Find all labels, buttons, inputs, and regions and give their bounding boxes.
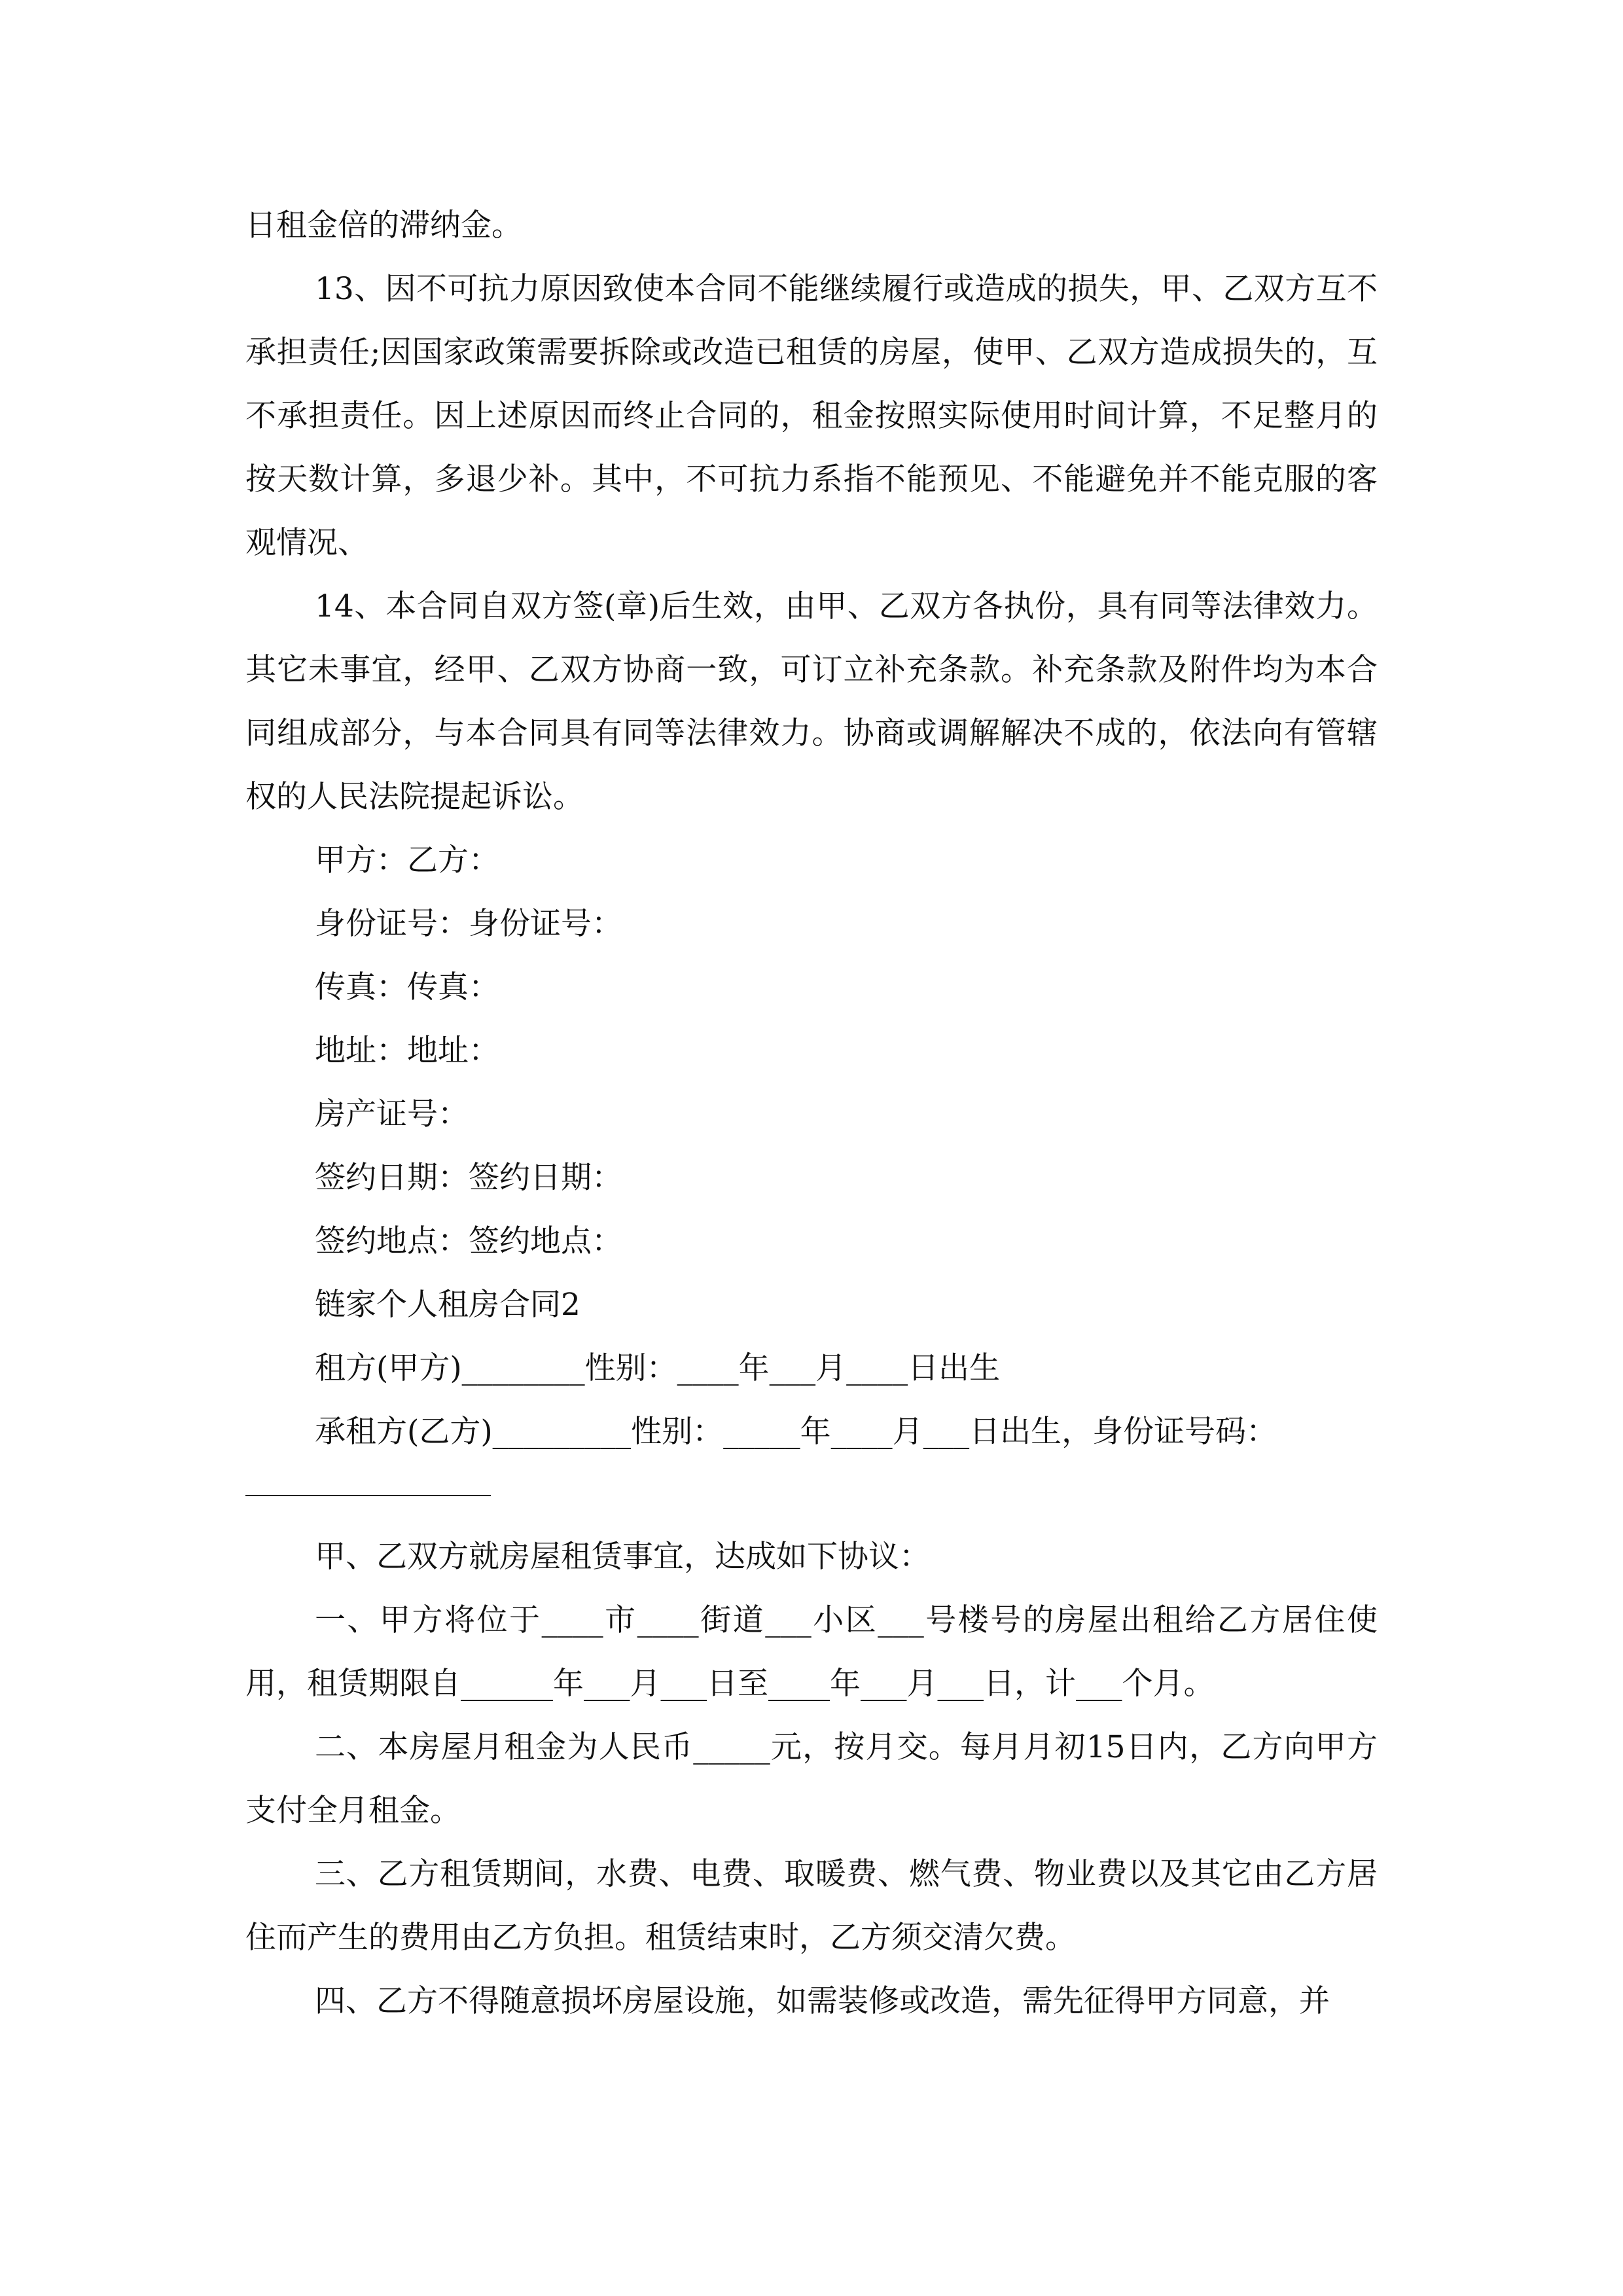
paragraph: 14、本合同自双方签(章)后生效，由甲、乙双方各执份，具有同等法律效力。其它未事宜，经甲、乙双方协商一致，可订立补充条款。补充条款及附件均为本合同组成部分，与本合同具有同等法律效力。协商或调解解决不成的，依法向有管辖权的人民法院提起诉讼。 bbox=[245, 588, 1378, 815]
signature-line: 甲方：乙方： bbox=[315, 842, 499, 878]
paragraph: 13、因不可抗力原因致使本合同不能继续履行或造成的损失，甲、乙双方互不承担责任;因国家政策需要拆除或改造已租赁的房屋，使甲、乙双方造成损失的，互不承担责任。因上述原因而终止合同的，租金按照实际使用时间计算，不足整月的按天数计算，多退少补。其中，不可抗力系指不能预见、不能避免并不能克服的客观情况、 bbox=[245, 271, 1378, 561]
signature-line: 房产证号： bbox=[315, 1096, 469, 1132]
signature-line: 身份证号：身份证号： bbox=[315, 906, 622, 942]
paragraph: 甲、乙双方就房屋租赁事宜，达成如下协议： bbox=[315, 1539, 930, 1575]
section-title: 链家个人租房合同2 bbox=[315, 1287, 580, 1323]
clause-paragraph: 一、甲方将位于____市____街道___小区___号楼号的房屋出租给乙方居住使用，租赁期限自______年___月___日至____年___月___日，计___个月。 bbox=[245, 1602, 1378, 1702]
clause-paragraph: 二、本房屋月租金为人民币_____元，按月交。每月月初15日内，乙方向甲方支付全月租金。 bbox=[245, 1729, 1378, 1829]
clause-paragraph: 三、乙方租赁期间，水费、电费、取暖费、燃气费、物业费以及其它由乙方居住而产生的费用由乙方负担。租赁结束时，乙方须交清欠费。 bbox=[245, 1856, 1378, 1956]
document-body bbox=[245, 194, 1378, 2033]
signature-line: 传真：传真： bbox=[315, 969, 499, 1005]
signature-line: 签约日期：签约日期： bbox=[315, 1160, 622, 1196]
signature-line: 地址：地址： bbox=[315, 1033, 499, 1069]
paragraph: 日租金倍的滞纳金。 bbox=[245, 207, 522, 243]
party-info-line: 承租方(乙方)_________性别：_____年____月___日出生，身份证号码： bbox=[315, 1414, 1277, 1450]
blank-underline bbox=[245, 1495, 491, 1496]
signature-line: 签约地点：签约地点： bbox=[315, 1223, 622, 1259]
party-info-line: 租方(甲方)________性别：____年___月____日出生 bbox=[315, 1350, 1001, 1386]
clause-paragraph: 四、乙方不得随意损坏房屋设施，如需装修或改造，需先征得甲方同意，并 bbox=[315, 1983, 1330, 2019]
